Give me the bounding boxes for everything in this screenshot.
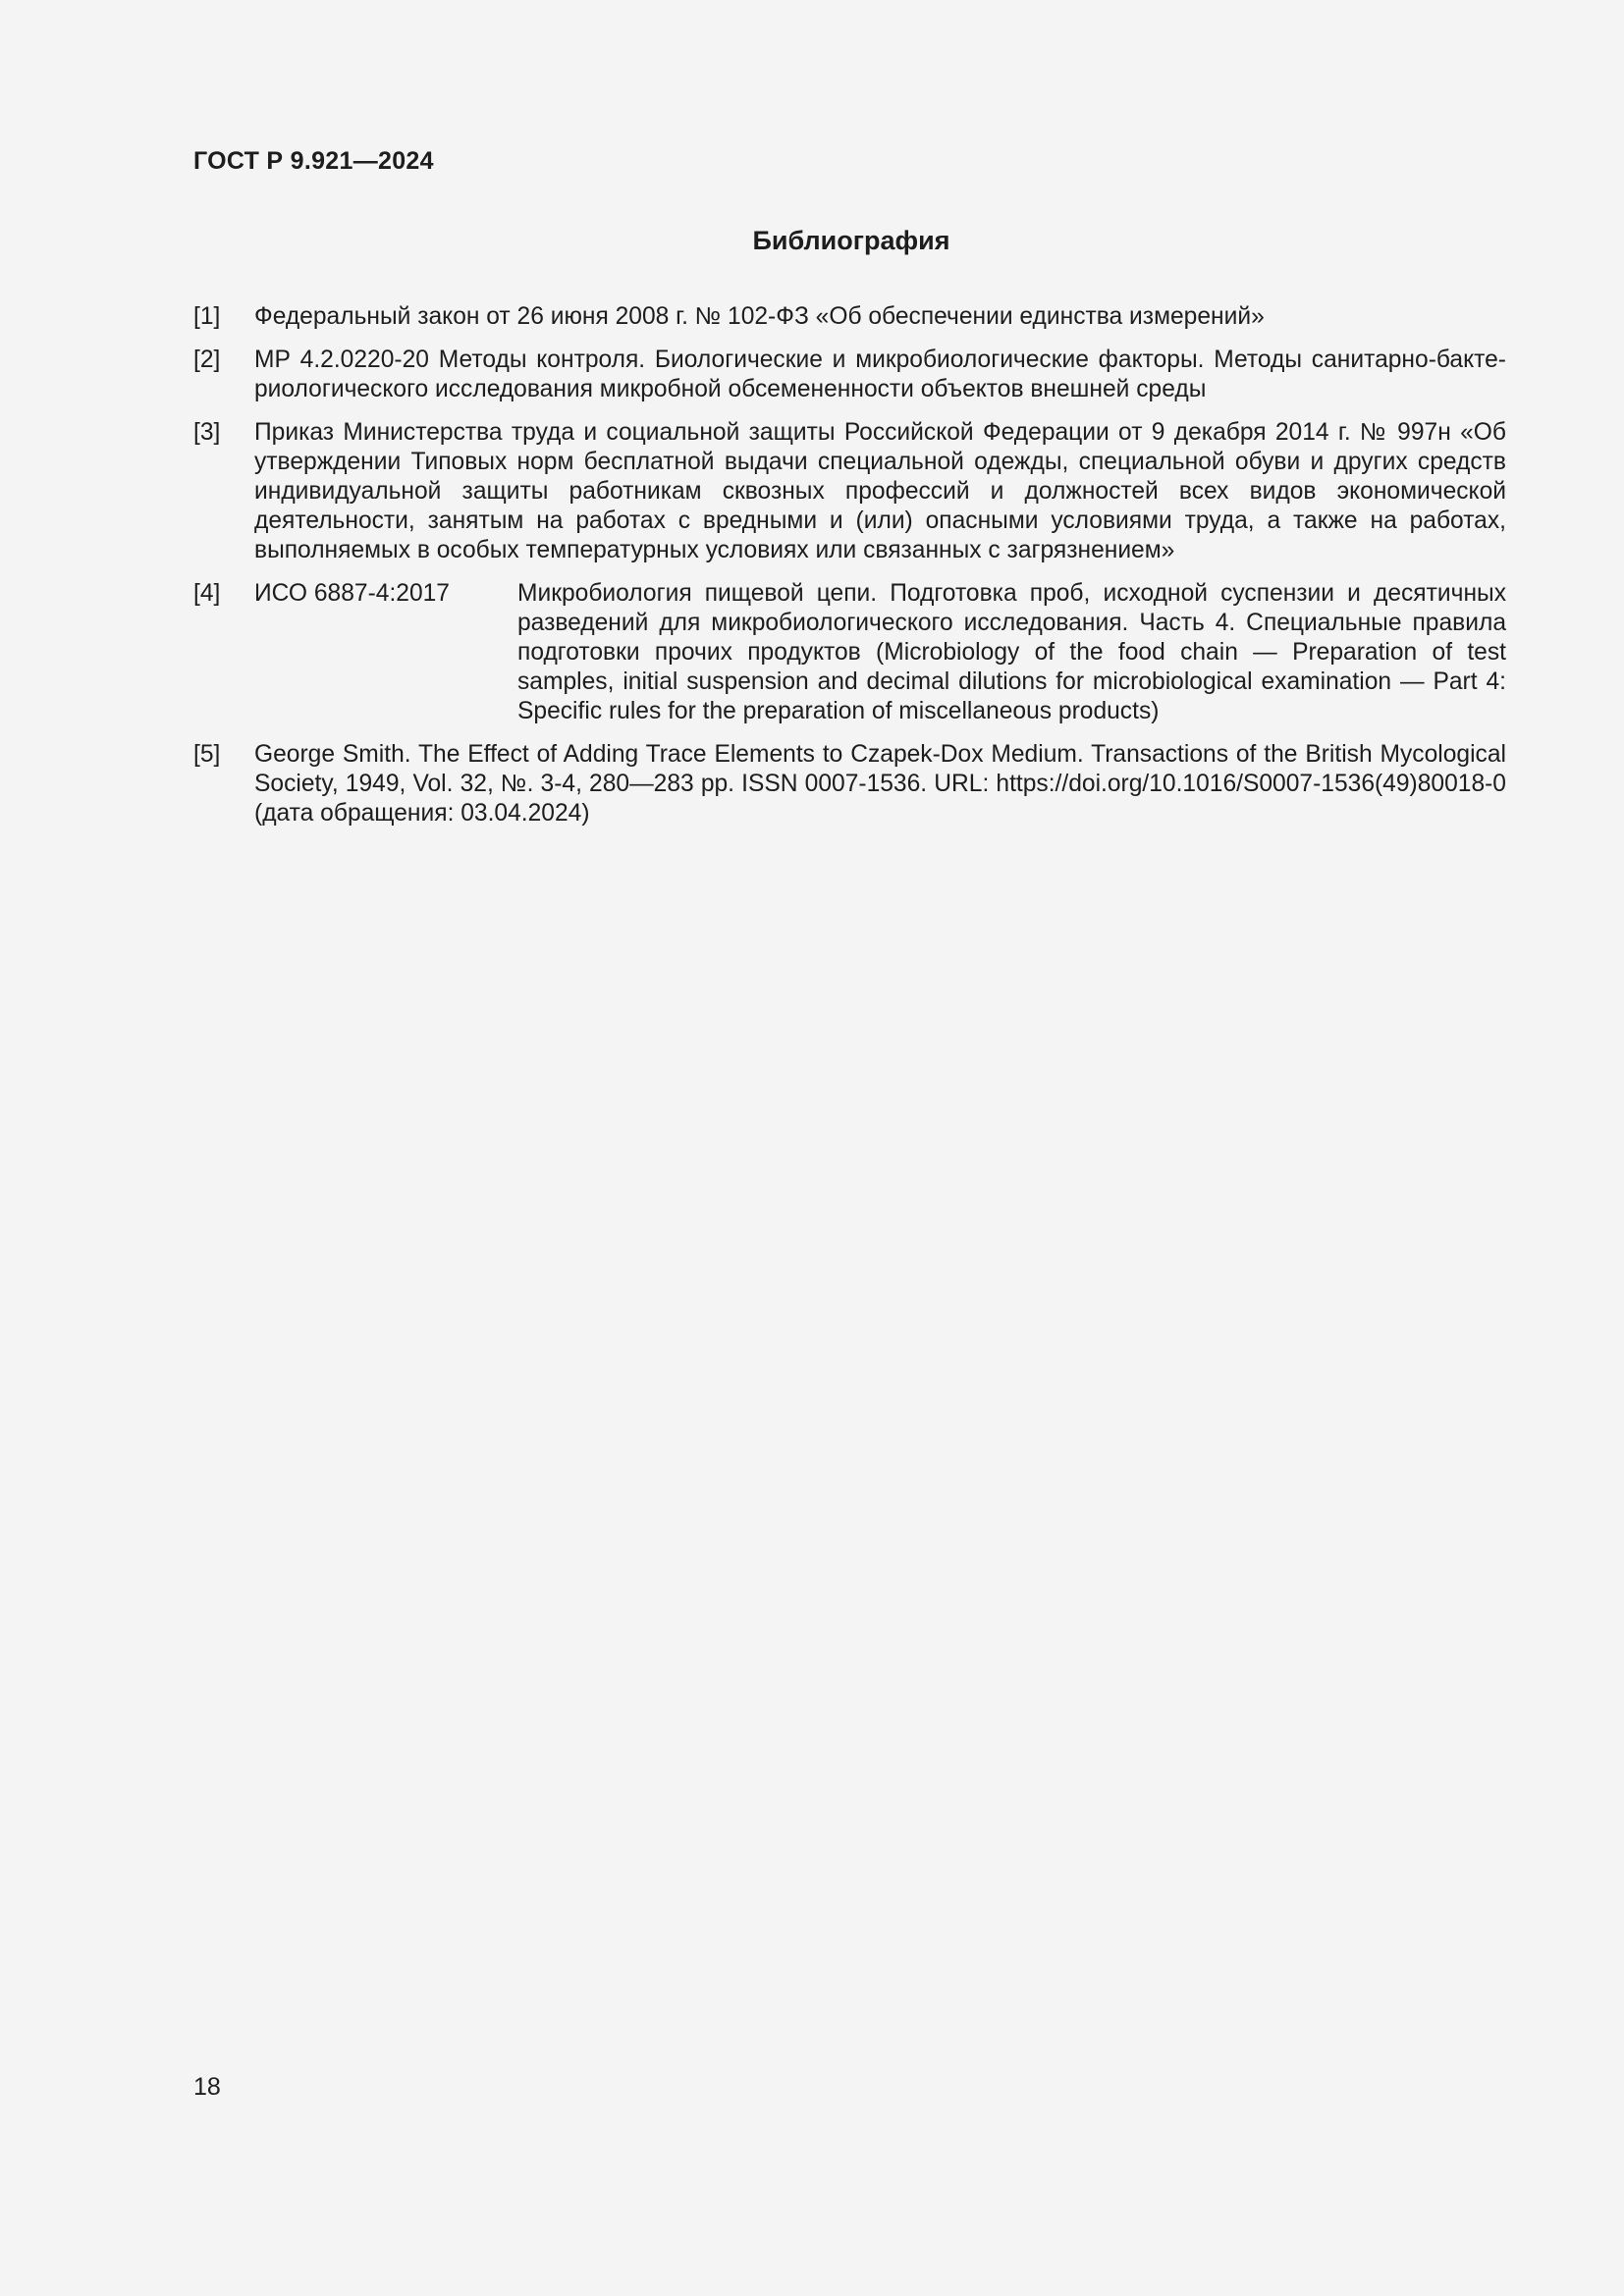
entry-text: МР 4.2.0220-20 Методы контроля. Биологические и микробиологические факторы. Методы санитарно-бактериологического исследования микробной обсемененности объектов внешней среды [254,347,1506,402]
entry-text: George Smith. The Effect of Adding Trace Elements to Czapek-Dox Medium. Transactions of the British Mycological Society, 1949, Vol. 32, №. 3-4, 280—283 pp. ISSN 0007-1536. URL: https://doi.org/10.1016/S0007-1536(49)80018-0 (дата обращения: 03.04.2024) [254,741,1506,827]
entry-number: [2] [193,347,221,373]
bibliography-entry-2 [193,346,1506,404]
entry-number: [4] [193,580,221,607]
entry-number: [3] [193,419,221,446]
bibliography-entry-4 [193,579,1506,726]
document-code: ГОСТ Р 9.921—2024 [193,147,434,175]
bibliography-entry-1 [193,302,1506,332]
entry-text: Микробиология пищевой цепи. Подготовка проб, исходной суспензии и десятичных разведений для микробиологического исследования. Часть 4. Специальные правила подготовки прочих продуктов (Microbiology of the food chain — Preparation of test samples, initial suspension and decimal dilutions for microbiological examination — Part 4: Specific rules for the preparation of miscellaneous products) [517,580,1506,724]
entry-number: [5] [193,741,221,768]
entry-number: [1] [193,303,221,330]
page-number: 18 [193,2073,221,2101]
bibliography-entry-3 [193,418,1506,565]
entry-text: Федеральный закон от 26 июня 2008 г. № 102-ФЗ «Об обеспечении единства измерений» [254,303,1265,330]
standard-code: ИСО 6887-4:2017 [254,580,450,607]
entry-text: Приказ Министерства труда и социальной защиты Российской Федерации от 9 декабря 2014 г. № 997н «Об утверждении Типовых норм бесплатной выдачи специальной одежды, специальной обуви и других средств индивидуальной защиты работникам сквозных профессий и должностей всех видов экономической деятельности, занятым на работах с вредными и (или) опасными условиями труда, а также на работах, выполняемых в особых температурных условиях или связанных с загрязнением» [254,419,1506,563]
bibliography-title: Библиография [752,226,950,255]
bibliography-list [193,302,1506,842]
bibliography-entry-5 [193,740,1506,828]
